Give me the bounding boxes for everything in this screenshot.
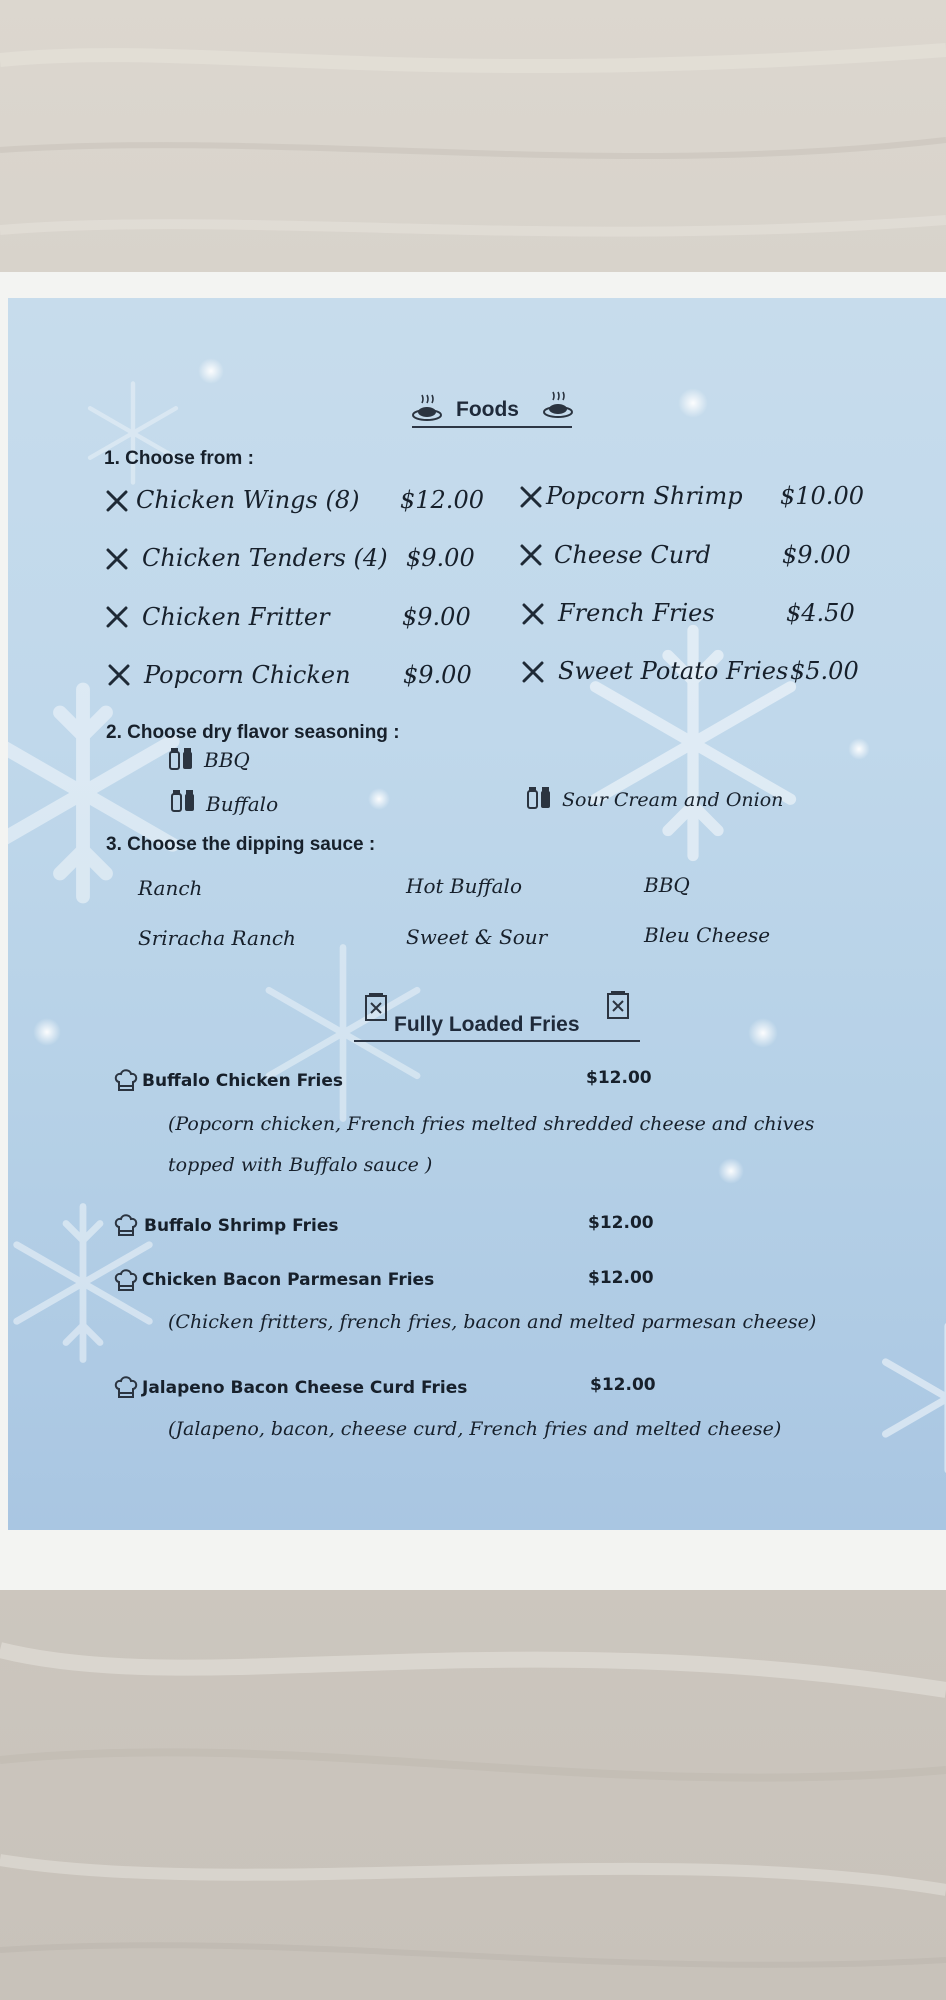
step1-heading: 1. Choose from : (104, 448, 254, 469)
menu-item-name: Chicken Fritter (142, 603, 330, 631)
loaded-item-price: $12.00 (588, 1268, 654, 1288)
fork-knife-icon (106, 606, 128, 628)
chef-hat-icon (114, 1213, 138, 1239)
salt-pepper-icon (526, 786, 552, 810)
menu-item-price: $9.00 (406, 544, 475, 572)
step2-heading: 2. Choose dry flavor seasoning : (106, 722, 400, 743)
sauce-option: BBQ (644, 873, 690, 897)
menu-item-name: Chicken Wings (8) (136, 486, 360, 514)
plate-icon (542, 390, 574, 420)
salt-pepper-icon (170, 789, 196, 813)
loaded-item-name: Jalapeno Bacon Cheese Curd Fries (142, 1378, 468, 1398)
menu-paper (0, 272, 946, 1590)
menu-item-price: $5.00 (790, 657, 859, 685)
chef-hat-icon (114, 1268, 138, 1294)
menu-item-name: Sweet Potato Fries (558, 657, 789, 685)
menu-item-name: Chicken Tenders (4) (142, 544, 388, 572)
menu-item-name: Popcorn Shrimp (546, 482, 743, 510)
chef-hat-icon (114, 1375, 138, 1401)
seasoning-option: Buffalo (206, 792, 279, 816)
seasoning-option: BBQ (204, 748, 250, 772)
sauce-option: Sweet & Sour (406, 925, 548, 949)
fork-knife-icon (108, 664, 130, 686)
menu-panel (8, 298, 946, 1530)
sauce-option: Bleu Cheese (644, 923, 771, 947)
fork-knife-icon (522, 603, 544, 625)
loaded-item-description: (Popcorn chicken, French fries melted shredded cheese and chives (168, 1113, 815, 1135)
loaded-item-description: (Jalapeno, bacon, cheese curd, French fries and melted cheese) (168, 1418, 782, 1440)
menu-item-price: $10.00 (780, 482, 864, 510)
menu-item-name: Popcorn Chicken (144, 661, 351, 689)
loaded-item-description: topped with Buffalo sauce ) (168, 1154, 433, 1176)
salt-pepper-icon (168, 747, 194, 771)
seasoning-option: Sour Cream and Onion (562, 789, 784, 811)
loaded-item-name: Buffalo Chicken Fries (142, 1071, 343, 1091)
sparkle-decoration (848, 738, 870, 760)
sauce-option: Ranch (138, 876, 203, 900)
fork-knife-icon (522, 661, 544, 683)
menu-item-price: $4.50 (786, 599, 855, 627)
fork-knife-icon (520, 486, 542, 508)
plate-icon (411, 393, 443, 423)
menu-item-price: $9.00 (403, 661, 472, 689)
snowflake-decoration (78, 378, 188, 488)
menu-item-price: $9.00 (782, 541, 851, 569)
sparkle-decoration (748, 1018, 778, 1048)
fork-knife-icon (106, 548, 128, 570)
title-underline (412, 426, 572, 428)
sparkle-decoration (33, 1018, 61, 1046)
step3-heading: 3. Choose the dipping sauce : (106, 834, 376, 855)
chef-hat-icon (114, 1068, 138, 1094)
fork-knife-icon (106, 490, 128, 512)
section-title: Fully Loaded Fries (394, 1013, 580, 1036)
fork-knife-icon (520, 544, 542, 566)
loaded-item-price: $12.00 (586, 1068, 652, 1088)
sauce-option: Hot Buffalo (406, 874, 522, 898)
sparkle-decoration (368, 788, 390, 810)
menu-item-price: $9.00 (402, 603, 471, 631)
sparkle-decoration (678, 388, 708, 418)
page-title: Foods (456, 398, 519, 421)
snowflake-decoration (868, 1318, 946, 1478)
loaded-item-name: Chicken Bacon Parmesan Fries (142, 1270, 435, 1290)
section-title-underline (354, 1040, 640, 1042)
loaded-item-price: $12.00 (588, 1213, 654, 1233)
menu-item-name: French Fries (558, 599, 715, 627)
loaded-item-price: $12.00 (590, 1375, 656, 1395)
menu-card-icon (606, 990, 630, 1020)
snowflake-decoration (568, 618, 818, 868)
menu-item-price: $12.00 (400, 486, 484, 514)
loaded-item-description: (Chicken fritters, french fries, bacon and melted parmesan cheese) (168, 1311, 817, 1333)
sparkle-decoration (198, 358, 224, 384)
sauce-option: Sriracha Ranch (138, 926, 296, 950)
sparkle-decoration (718, 1158, 744, 1184)
loaded-item-name: Buffalo Shrimp Fries (144, 1216, 339, 1236)
menu-item-name: Cheese Curd (554, 541, 712, 569)
menu-card-icon (364, 992, 388, 1022)
